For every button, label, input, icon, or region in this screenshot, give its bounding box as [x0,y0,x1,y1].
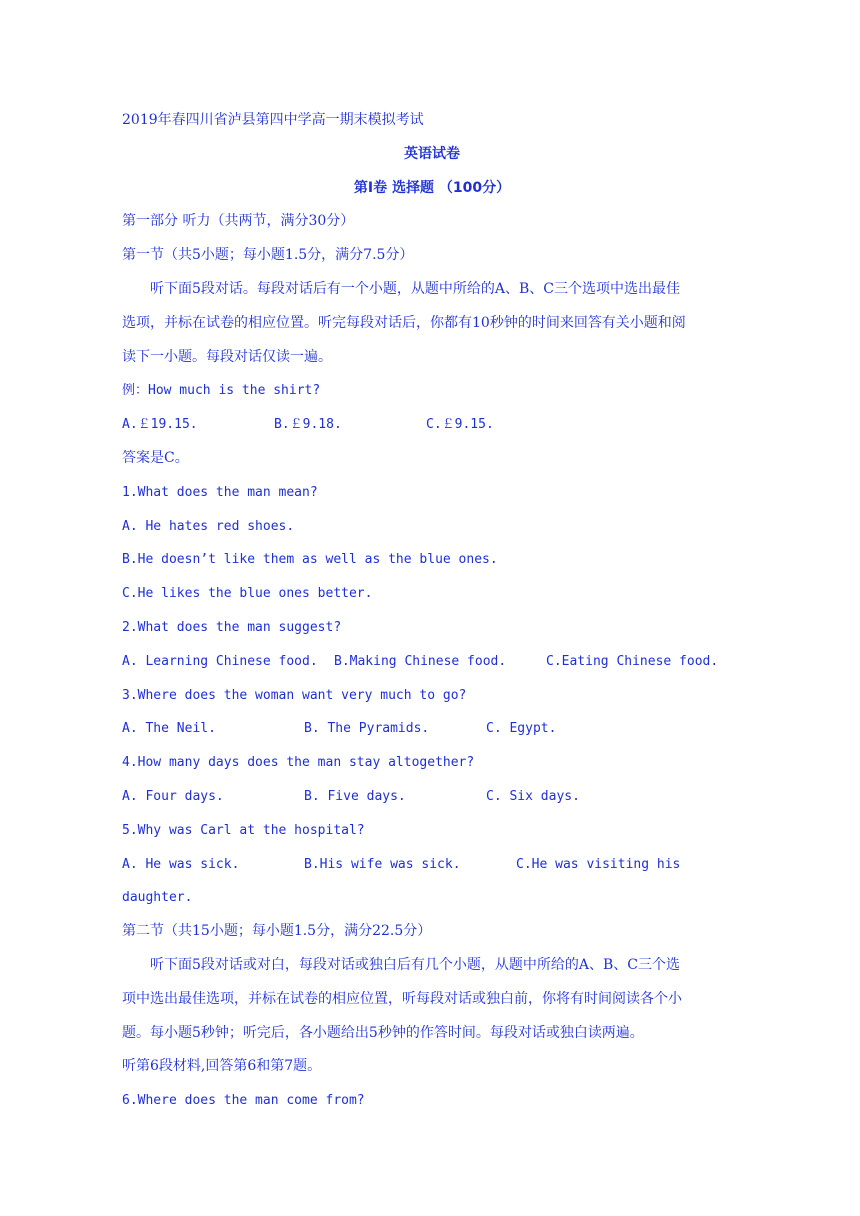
option-a: A.￡19.15. [122,417,198,433]
part1-title: 第一部分 听力（共两节，满分30分） [122,213,355,230]
instruction-line: 项中选出最佳选项，并标在试卷的相应位置，听每段对话或独白前，你将有时间阅读各个小 [122,990,682,1007]
question-1-option-a: A. He hates red shoes. [122,518,295,534]
option-b: B. Five days. [304,788,406,804]
instruction-line: 读下一小题。每段对话仅读一遍。 [122,348,332,365]
option-b: B.His wife was sick. [304,856,461,872]
volume-title: 第Ⅰ卷 选择题 （100分） [353,179,511,196]
instruction-line: 听下面5段对话或对白，每段对话或独白后有几个小题，从题中所给的A、B、C三个选 [150,956,681,973]
option-c: C.He was visiting his [516,856,681,872]
instruction-line: 听下面5段对话。每段对话后有一个小题，从题中所给的A、B、C三个选项中选出最佳 [150,280,681,297]
instruction-line: 题。每小题5秒钟；听完后，各小题给出5秒钟的作答时间。每段对话或独白读两遍。 [122,1024,644,1041]
option-c: C. Egypt. [486,721,557,737]
option-b: B.Making Chinese food. [334,653,507,669]
option-b: B.￡9.18. [274,417,342,433]
question-1: 1.What does the man mean? [122,484,318,500]
exam-header: 2019年春四川省泸县第四中学高一期末模拟考试 [122,112,424,128]
question-4: 4.How many days does the man stay altogether? [122,755,475,771]
example-question: 例：How much is the shirt? [122,383,321,399]
example-options [122,408,742,442]
option-a: A. Four days. [122,788,224,804]
example-answer: 答案是C。 [122,449,189,466]
question-2: 2.What does the man suggest? [122,619,342,635]
instruction-line: 选项，并标在试卷的相应位置。听完每段对话后，你都有10秒钟的时间来回答有关小题和阅 [122,314,686,331]
question-5-options [122,848,742,882]
question-5: 5.Why was Carl at the hospital? [122,822,365,838]
question-4-options [122,780,742,814]
section1-title: 第一节（共5小题；每小题1.5分，满分7.5分） [122,247,414,264]
question-3-options [122,712,742,746]
material-6-heading: 听第6段材料,回答第6和第7题。 [122,1058,322,1075]
section2-title: 第二节（共15小题；每小题1.5分，满分22.5分） [122,923,432,940]
option-c: C. Six days. [486,788,580,804]
question-6: 6.Where does the man come from? [122,1093,365,1109]
option-a: A. He was sick. [122,856,240,872]
option-a: A. The Neil. [122,721,216,737]
question-5-option-c-continued: daughter. [122,890,193,906]
option-a: A. Learning Chinese food. [122,653,318,669]
option-c: C.￡9.15. [426,417,494,433]
question-1-option-c: C.He likes the blue ones better. [122,586,373,602]
option-c: C.Eating Chinese food. [546,653,719,669]
question-3: 3.Where does the woman want very much to go? [122,687,467,703]
option-b: B. The Pyramids. [304,721,430,737]
question-1-option-b: B.He doesn’t like them as well as the blue ones. [122,552,498,568]
exam-title: 英语试卷 [404,145,460,162]
question-2-options [122,645,742,679]
document-page [122,104,742,1118]
